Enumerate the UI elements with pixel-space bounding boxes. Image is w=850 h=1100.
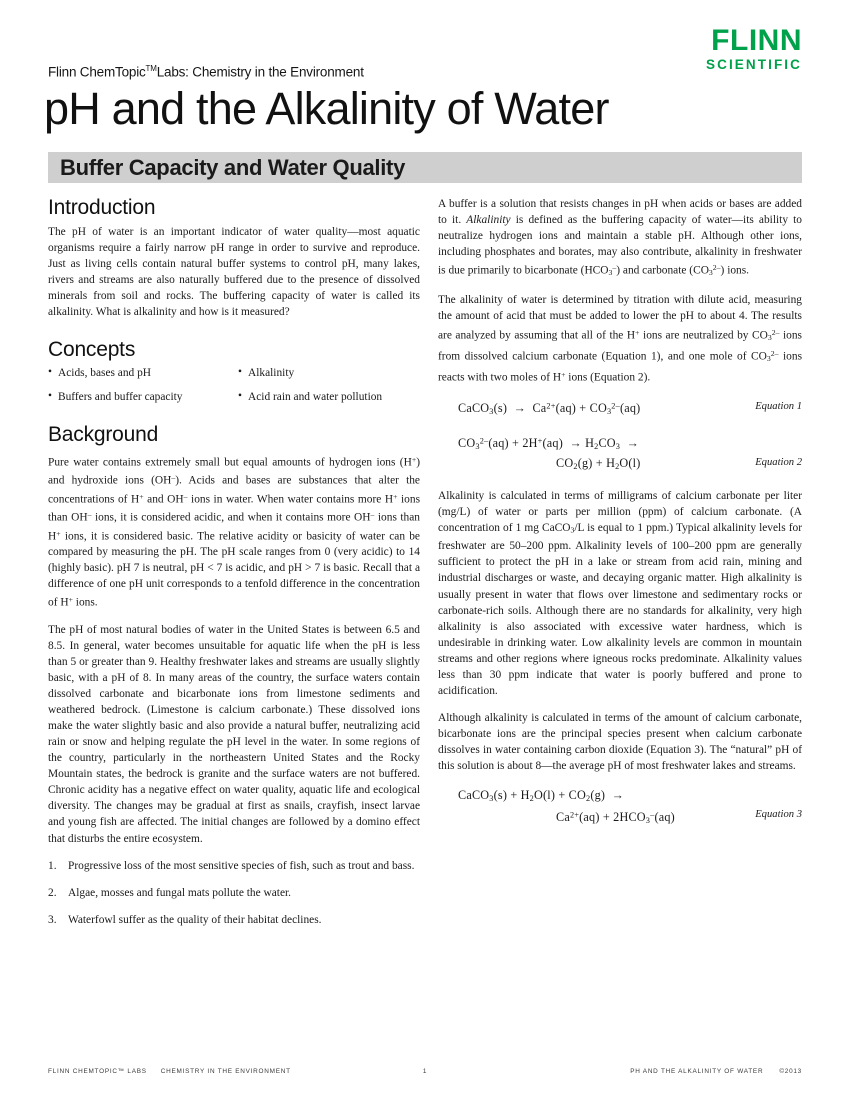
concepts-list xyxy=(48,366,420,405)
subscript-3: 3 xyxy=(615,441,621,451)
subscript-3: 3 xyxy=(766,353,771,363)
charge-2-plus: 2+ xyxy=(569,809,580,819)
right-paragraph-3 xyxy=(438,488,802,699)
equation-2-row-2 xyxy=(438,455,802,475)
bg-p1-seg-a: Pure water contains extremely small but equal amounts of hydrogen ions (H xyxy=(48,456,412,469)
list-item: Progressive loss of the most sensitive species of fish, such as trout and bass. xyxy=(68,859,415,872)
logo-flinn-text: FLINN xyxy=(711,24,802,57)
right-column xyxy=(438,196,802,841)
rp1-seg-d: ) ions. xyxy=(720,264,750,277)
subtitle-text: Buffer Capacity and Water Quality xyxy=(60,155,406,180)
equation-3-formula-line1: CaCO$_3$(s) + $H_2O(l) + CO_2(g)$ → xyxy=(458,788,625,803)
bg-p1-seg-h: ions than H xyxy=(48,511,420,543)
background-paragraph-2: The pH of most natural bodies of water in the United States is between 6.5 and 8.5. In general, water becomes unsuitable for aquatic life when the pH is less than 5 or greater than 9. Healthy freshwater lakes and streams are usually slightly basic, with a pH of 8. In many areas of the country, the surface waters contain dissolved carbonate and bicarbonate ions from limestone sediments and weathered bedrock. (Limestone is calcium carbonate.) These dissolved ions make the water slightly basic and also provide a natural buffer, neutralizing acid rain or snow and helping regulate the pH level in the water. In some regions of the country, particularly in the northeastern United States and the Rocky Mountain states, the bedrock is granite and the surface waters are not buffered. Chronic acidity has a negative effect on water quality, aquatic life and ecological diversity. The changes may be gradual at first as snails, crayfish, insect larvae and young fish are affected. The initial changes are followed by a domino effect that disturbs the entire ecosystem. xyxy=(48,623,420,845)
right-paragraph-2 xyxy=(438,292,802,385)
charge-minus: – xyxy=(650,809,655,819)
equation-2-block xyxy=(438,433,802,474)
page-footer xyxy=(48,1068,802,1082)
equation-1-label: Equation 1 xyxy=(755,400,802,412)
rp2-seg-b: ions are neutralized by CO xyxy=(639,329,768,341)
charge-plus: + xyxy=(68,595,73,605)
bg-p1-seg-f: ions than OH xyxy=(48,493,421,524)
subscript-3: 3 xyxy=(475,441,480,451)
right-paragraph-1 xyxy=(438,196,802,281)
introduction-paragraph: The pH of water is an important indicator of water quality—most aquatic organisms require a fairly narrow pH range in order to survive and reproduce. Just as living cells contain natural buffer systems to control pH, many lakes, rivers and streams are also naturally buffered due to the presence of dissolved minerals from soil and rocks. The buffering capacity of water is called its alkalinity. What is alkalinity and how is it measured? xyxy=(48,226,420,319)
subtitle-banner xyxy=(48,152,802,183)
concept-item: • Buffers and buffer capacity xyxy=(48,390,238,405)
bg-p1-seg-i: ions, it is considered basic. The relative acidity or basicity of water can be compared by measuring the pH. The pH scale ranges from 0 (very acidic) to 14 (highly basic). pH 7 is neutral, pH < 7 is acidic, and pH > 7 is basic. Recall that a difference of one pH unit corresponds to a tenfold difference in the concentration of H xyxy=(48,530,420,609)
charge-2-minus: 2– xyxy=(712,263,721,273)
list-item: Waterfowl suffer as the quality of their habitat declines. xyxy=(68,913,322,926)
heading-concepts: Concepts xyxy=(48,338,136,362)
footer-code: ©2013 xyxy=(779,1068,802,1075)
equation-3-label: Equation 3 xyxy=(755,808,802,820)
charge-2-minus: 2– xyxy=(771,327,780,337)
effects-numbered-list xyxy=(48,858,420,928)
list-item: Algae, mosses and fungal mats pollute the water. xyxy=(68,886,292,899)
charge-plus: + xyxy=(139,491,144,501)
subscript-3: 3 xyxy=(489,793,494,803)
right-paragraph-4: Although alkalinity is calculated in terms of the amount of calcium carbonate, bicarbonate ions are the principal species present when calcium carbonate dissolves in water containing carbon dioxide (Equation 3). The “natural” pH of this solution is about 8—the average pH of most freshwater lakes and streams. xyxy=(438,711,802,772)
rp2-seg-c: ions from dissolved calcium carbonate (Equation 1), and one mole of CO xyxy=(438,329,802,363)
bg-p1-seg-c: ). Acids and bases are substances that alter the concentrations of H xyxy=(48,474,420,506)
page-title: pH and the Alkalinity of Water xyxy=(44,83,609,134)
trademark-mark: TM xyxy=(145,64,157,73)
equation-2-row-1 xyxy=(438,433,802,455)
footer-title: PH AND THE ALKALINITY OF WATER xyxy=(630,1068,764,1075)
rp3-seg-a: Alkalinity is calculated in terms of milligrams of calcium carbonate per liter (mg/L) of water or parts per million (ppm) of calcium carbonate. (A concentration of 1 mg CaCO xyxy=(438,489,802,534)
bg-p1-seg-j: ions. xyxy=(72,596,98,609)
bg-p1-seg-b: ) and hydroxide ions (OH xyxy=(48,456,420,487)
charge-minus: – xyxy=(370,510,375,520)
kicker-prefix: Flinn ChemTopic xyxy=(48,64,146,80)
charge-plus: + xyxy=(56,528,61,538)
charge-2-minus: 2– xyxy=(770,348,779,358)
charge-2-plus: 2+ xyxy=(546,401,556,411)
heading-introduction: Introduction xyxy=(48,196,156,219)
series-kicker xyxy=(48,64,364,80)
subscript-3: 3 xyxy=(570,525,575,535)
concept-item: • Acids, bases and pH xyxy=(48,366,238,381)
concept-item: • Alkalinity xyxy=(238,366,420,381)
equation-1-formula: CaCO$_3$(s) → $Ca^{2+}(aq) + CO_3^{2-}(aq)$ xyxy=(458,401,641,417)
logo-scientific-text: SCIENTIFIC xyxy=(705,57,802,72)
subscript-3: 3 xyxy=(645,815,651,825)
equation-3-formula-line2: $Ca^{2+}(aq) + 2HCO_3^-(aq)$ xyxy=(556,809,675,825)
equation-1-block xyxy=(438,399,802,421)
footer-series: FLINN CHEMTOPIC™ LABS xyxy=(48,1068,147,1075)
charge-minus: – xyxy=(171,473,176,483)
equation-2-label: Equation 2 xyxy=(755,456,802,468)
charge-minus: – xyxy=(183,491,188,501)
equation-3-block xyxy=(438,787,802,828)
subscript-3: 3 xyxy=(708,268,713,278)
background-paragraph-1 xyxy=(48,452,420,611)
rp1-seg-b: is defined as the buffering capacity of water—its ability to neutralize hydrogen ions and maintain a stable pH. Although other ions, including phosphates and borates, may also contribute, alkalinity in freshwater is due primarily to bicarbonate (HCO xyxy=(438,214,803,277)
footer-page-number: 1 xyxy=(422,1068,428,1075)
footer-right xyxy=(630,1068,802,1075)
charge-minus: – xyxy=(87,510,92,520)
bg-p1-seg-e: ions in water. When water contains more H xyxy=(187,493,394,506)
charge-plus: + xyxy=(411,454,417,464)
charge-plus: + xyxy=(393,491,398,501)
charge-2-minus: 2– xyxy=(611,401,620,411)
subscript-2: 2 xyxy=(615,461,620,471)
equation-2-formula-line2: $CO_2(g) + H_2O(l)$ xyxy=(556,455,641,471)
subscript-2: 2 xyxy=(529,793,534,803)
rp1-seg-a: A buffer is a solution that resists changes in pH when acids or bases are added to it. xyxy=(438,198,802,227)
subscript-2: 2 xyxy=(573,461,578,471)
subscript-2: 2 xyxy=(594,441,599,451)
equation-3-row-2 xyxy=(438,807,802,829)
subscript-3: 3 xyxy=(608,268,613,278)
rp3-seg-b: /L is equal to 1 ppm.) Typical alkalinity levels for freshwater are 50–200 ppm. Alkalinity levels of 100–200 ppm are generally sufficient to protect the pH in a lake or stream from acid rain, mining and industrial discharges or waste, and decaying organic matter. High alkalinity is usually present in water that flows over limestone and sedimentary rocks or carbonate-rich soils. Although there are no standards for alkalinity, very high alkalinity is also associated with excessive water hardness, which is undesirable in drinking water. Low alkalinity levels are common in mountain streams and other regions where igneous rocks predominate. Alkalinity values less than 30 ppm indicate that water is poorly buffered and prone to acidification. xyxy=(438,521,802,697)
footer-left xyxy=(48,1068,291,1075)
kicker-suffix: Labs: Chemistry in the Environment xyxy=(156,64,364,80)
subscript-3: 3 xyxy=(606,407,612,417)
bg-p1-seg-g: ions, it is considered acidic, and when it contains more OH xyxy=(91,511,371,524)
subscript-3: 3 xyxy=(767,332,772,342)
term-alkalinity: Alkalinity xyxy=(466,214,511,227)
footer-topic: CHEMISTRY IN THE ENVIRONMENT xyxy=(160,1068,291,1075)
rp1-seg-c: ) and carbonate (CO xyxy=(616,264,709,277)
charge-2-minus: 2– xyxy=(479,436,489,446)
rp2-seg-d: ions reacts with two moles of H xyxy=(438,350,803,384)
flinn-scientific-logo xyxy=(706,26,802,72)
charge-plus: + xyxy=(635,327,640,337)
charge-plus: + xyxy=(561,369,566,379)
concept-item: • Acid rain and water pollution xyxy=(238,390,420,405)
equation-1-row xyxy=(438,399,802,421)
charge-minus: – xyxy=(612,263,617,273)
charge-plus: + xyxy=(537,436,543,446)
equation-3-row-1 xyxy=(438,787,802,807)
equation-2-formula-line1: $CO_3^{2-}(aq) + 2H^+(aq) \to H_2CO_3$ → xyxy=(458,435,640,451)
subscript-2: 2 xyxy=(586,793,591,803)
heading-background: Background xyxy=(48,423,159,447)
left-column xyxy=(48,196,420,939)
subscript-3: 3 xyxy=(489,407,494,417)
rp2-seg-a: The alkalinity of water is determined by titration with dilute acid, measuring the amount of acid that must be added to lower the pH to about 4. The results are analyzed by assuming that all of the H xyxy=(438,294,802,341)
bg-p1-seg-d: and OH xyxy=(143,493,184,506)
rp2-seg-e: ions (Equation 2). xyxy=(565,371,651,384)
